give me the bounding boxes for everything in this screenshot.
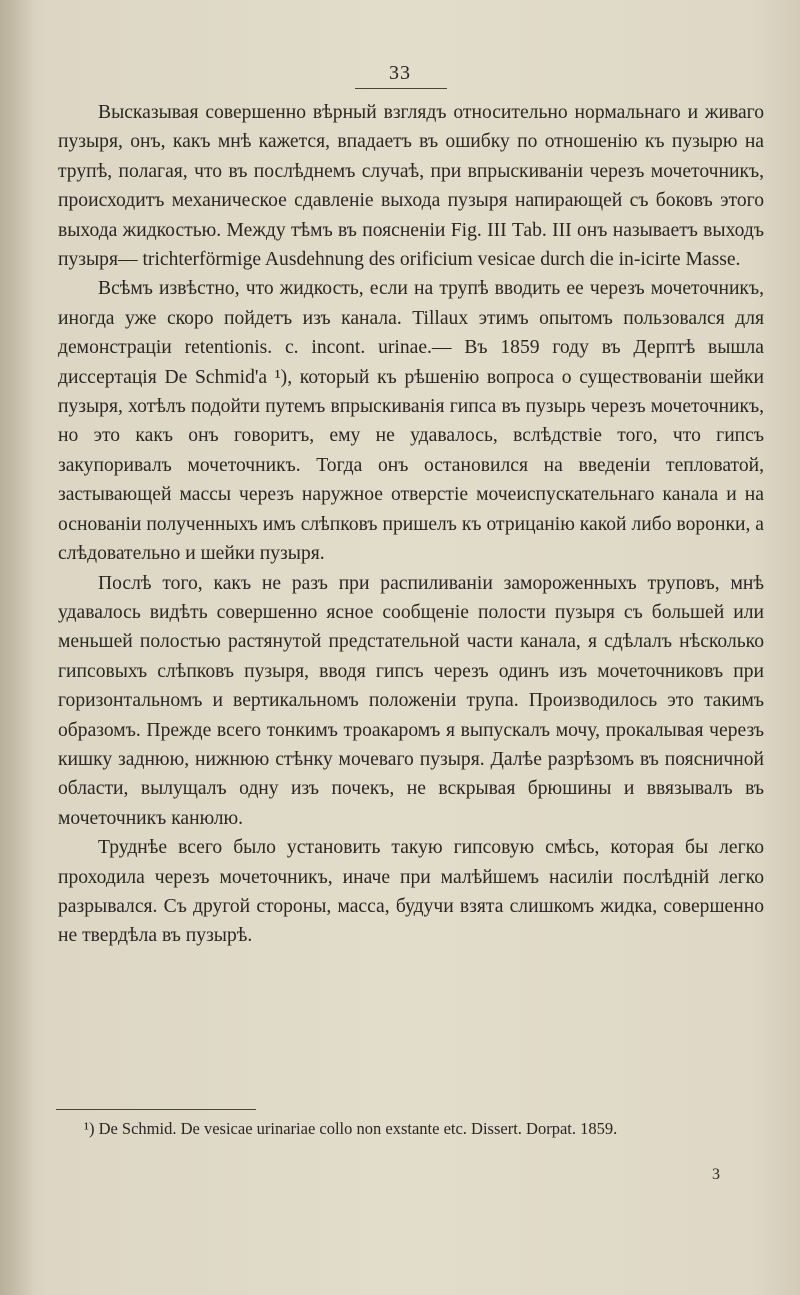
paragraph-1: Высказывая совершенно вѣрный взглядъ относительно нормальнаго и живаго пузыря, онъ, какъ мнѣ кажется, впадаетъ въ ошибку по отношенію къ пузырю на трупѣ, полагая, что въ послѣднемъ случаѣ, при впрыскиваніи черезъ мочеточникъ, происходитъ механическое сдавленіе выхода пузыря напирающей съ боковъ этого выхода жидкостью. Между тѣмъ въ поясненіи Fig. III Таb. III онъ называетъ выходъ пузыря— trichterförmige Ausdehnung des orificium vesicae durch die in-icirte Masse. bbox=[58, 102, 764, 271]
footnote-text: ¹) De Schmid. De vesicae urinariae collo non exstante etc. Dissert. Dorpat. 1859. bbox=[84, 1119, 618, 1138]
body-text bbox=[58, 98, 764, 951]
paragraph-4: Труднѣе всего было установить такую гипсовую смѣсь, которая бы легко проходила черезъ мочеточникъ, иначе при малѣйшемъ насиліи послѣдній легко разрывался. Съ другой стороны, масса, будучи взята слишкомъ жидка, совершенно не твердѣла въ пузырѣ. bbox=[58, 837, 764, 947]
header-rule bbox=[355, 88, 447, 89]
footnote-rule bbox=[56, 1109, 256, 1110]
footnote bbox=[58, 1117, 764, 1141]
page-number: 33 bbox=[389, 62, 411, 84]
signature-mark: 3 bbox=[712, 1166, 720, 1183]
paragraph-2: Всѣмъ извѣстно, что жидкость, если на трупѣ вводить ее черезъ мочеточникъ, иногда уже скоро пойдетъ изъ канала. Tillaux этимъ опытомъ пользовался для демонстраціи retentionis. с. incont. urinae.— Въ 1859 году въ Дерптѣ вышла диссертація De Schmid'а ¹), который къ рѣшенію вопроса о существованіи шейки пузыря, хотѣлъ подойти путемъ впрыскиванія гипса въ пузырь черезъ мочеточникъ, но это какъ онъ говоритъ, ему не удавалось, вслѣдствіе того, что гипсъ закупоривалъ мочеточникъ. Тогда онъ остановился на введеніи тепловатой, застывающей массы черезъ наружное отверстіе мочеиспускательнаго канала и на основаніи полученныхъ имъ слѣпковъ пришелъ къ отрицанію какой либо воронки, а слѣдовательно и шейки пузыря. bbox=[58, 278, 764, 565]
page-edge-shadow bbox=[0, 0, 34, 1295]
paragraph-3: Послѣ того, какъ не разъ при распиливаніи замороженныхъ труповъ, мнѣ удавалось видѣть совершенно ясное сообщеніе полости пузыря съ большей или меньшей полостью растянутой предстательной части канала, я сдѣлалъ нѣсколько гипсовыхъ слѣпковъ пузыря, вводя гипсъ черезъ одинъ изъ мочеточниковъ при горизонтальномъ и вертикальномъ положеніи трупа. Производилось это такимъ образомъ. Прежде всего тонкимъ троакаромъ я выпускалъ мочу, прокалывая черезъ кишку заднюю, нижнюю стѣнку мочеваго пузыря. Далѣе разрѣзомъ въ поясничной области, вылущалъ одну изъ почекъ, не вскрывая брюшины и ввязывалъ въ мочеточникъ канюлю. bbox=[58, 572, 764, 829]
